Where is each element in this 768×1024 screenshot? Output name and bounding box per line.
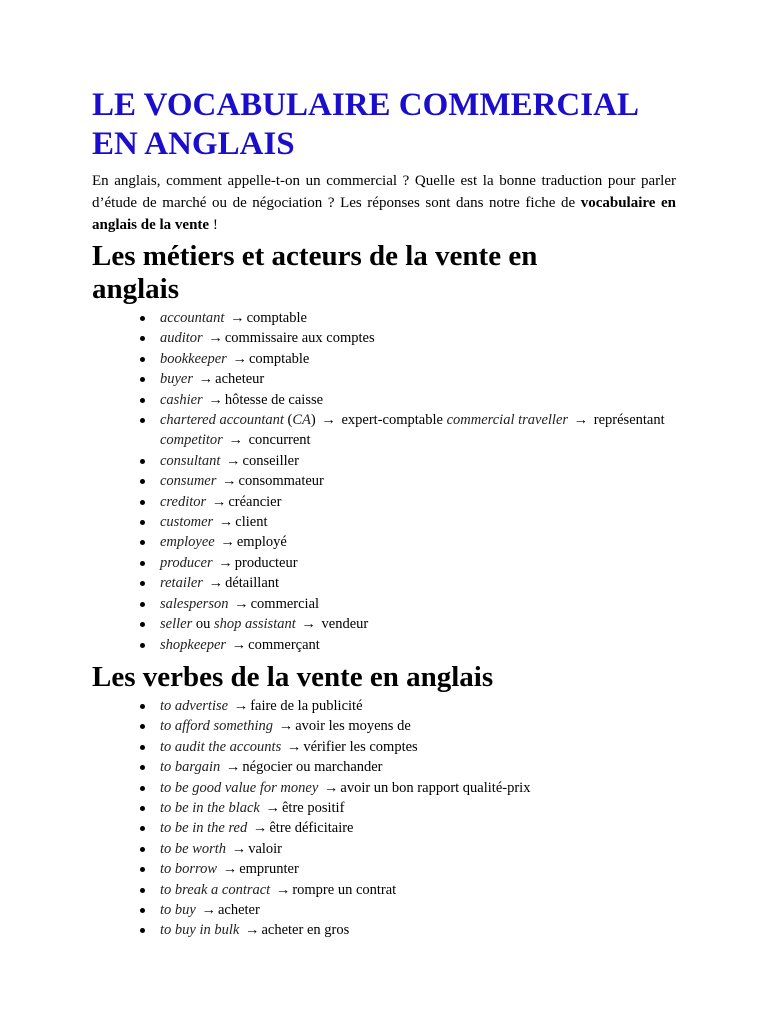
english-term: customer	[160, 514, 214, 531]
list-item	[160, 920, 676, 940]
english-term: accountant	[160, 310, 225, 326]
english-term: creditor	[160, 493, 207, 510]
arrow-icon: →	[275, 881, 291, 898]
list-item	[160, 716, 676, 736]
english-term: auditor	[160, 330, 203, 347]
list-item	[160, 390, 676, 410]
french-translation: valoir	[248, 840, 283, 857]
intro-end: !	[209, 217, 218, 233]
arrow-icon: →	[211, 493, 227, 510]
french-translation: créancier	[228, 493, 282, 510]
list-item	[160, 635, 676, 655]
english-term: competitor	[160, 432, 223, 449]
arrow-icon: →	[323, 779, 339, 796]
section-title-verbes: Les verbes de la vente en anglais	[92, 660, 494, 693]
english-term: to advertise	[160, 697, 229, 714]
french-translation: producteur	[234, 554, 298, 571]
page-title-line-1: LE VOCABULAIRE COMMERCIAL	[92, 87, 639, 123]
list-item	[160, 512, 676, 532]
english-term: buyer	[160, 371, 194, 388]
french-translation: faire de la publicité	[250, 697, 363, 714]
english-term: cashier	[160, 391, 203, 408]
french-translation: acheteur	[215, 371, 265, 388]
french-translation: être positif	[281, 799, 345, 816]
french-translation: comptable	[248, 350, 310, 367]
french-translation: commercial	[250, 595, 320, 612]
arrow-icon: →	[573, 412, 589, 429]
french-translation: emprunter	[239, 861, 299, 878]
english-term: to borrow	[160, 861, 218, 878]
english-term: to be in the red	[160, 820, 248, 837]
english-term: producer	[160, 554, 213, 571]
page-title	[92, 86, 676, 164]
french-translation: avoir les moyens de	[295, 718, 411, 735]
abbreviation: CA	[292, 412, 311, 429]
french-translation: représentant	[590, 412, 665, 429]
arrow-icon: →	[301, 616, 316, 633]
arrow-icon: →	[265, 799, 280, 816]
list-item	[160, 349, 676, 369]
arrow-icon: →	[222, 861, 238, 878]
paren-close: )	[310, 412, 320, 429]
intro-paragraph	[92, 170, 676, 236]
list-item	[160, 573, 676, 593]
list-item	[160, 737, 676, 757]
paren-open: (	[283, 412, 293, 429]
english-term: to break a contract	[160, 881, 271, 898]
english-term: bookkeeper	[160, 350, 227, 367]
list-item	[160, 594, 676, 614]
list-item	[160, 308, 676, 328]
french-translation: être déficitaire	[269, 820, 354, 837]
french-translation: concurrent	[244, 432, 311, 449]
english-term: seller	[160, 616, 193, 633]
intro-text: En anglais, comment appelle-t-on un commercial ? Quelle est la bonne traduction pour parler d’étude de marché ou de négociation ? Les réponses sont dans notre fiche de	[92, 173, 676, 211]
english-term: shop assistant	[213, 616, 296, 633]
arrow-icon: →	[234, 595, 249, 612]
arrow-icon: →	[208, 330, 223, 347]
arrow-icon: →	[228, 432, 243, 449]
french-translation: acheter	[217, 901, 260, 918]
english-term: chartered accountant	[160, 412, 284, 429]
list-item	[160, 614, 676, 634]
english-term: employee	[160, 534, 215, 551]
arrow-icon: →	[232, 350, 247, 367]
english-term: consumer	[160, 473, 217, 490]
french-translation: hôtesse de caisse	[224, 391, 324, 408]
section-title-metiers-line-1: Les métiers et acteurs de la vente en	[92, 240, 538, 272]
arrow-icon: →	[198, 371, 214, 388]
list-item	[160, 451, 676, 471]
arrow-icon: →	[225, 759, 241, 776]
arrow-icon: →	[252, 820, 268, 837]
arrow-icon: →	[278, 718, 294, 735]
arrow-icon: →	[220, 534, 235, 551]
arrow-icon: →	[230, 310, 245, 326]
arrow-icon: →	[208, 391, 223, 408]
french-translation: rompre un contrat	[292, 881, 397, 898]
vocab-list-verbes	[92, 696, 676, 941]
arrow-icon: →	[218, 554, 233, 571]
list-item	[160, 492, 676, 512]
english-term: to buy in bulk	[160, 922, 240, 939]
vocab-list-metiers	[92, 308, 676, 655]
english-term: to buy	[160, 901, 196, 918]
intro-bold-text: vocabulaire en anglais de la vente	[92, 195, 676, 233]
french-translation: expert-comptable	[337, 412, 447, 429]
french-translation: comptable	[246, 310, 307, 326]
list-item	[160, 757, 676, 777]
list-item	[160, 696, 676, 716]
english-term: to bargain	[160, 759, 221, 776]
section-title-metiers-line-2: anglais	[92, 273, 180, 305]
connector-word: ou	[192, 616, 214, 633]
french-translation: conseiller	[242, 452, 299, 469]
french-translation: commissaire aux comptes	[224, 330, 375, 347]
list-item	[160, 328, 676, 348]
arrow-icon: →	[286, 738, 302, 755]
section-title-metiers	[92, 240, 676, 306]
english-term: to be worth	[160, 840, 227, 857]
arrow-icon: →	[226, 452, 241, 469]
list-item	[160, 818, 676, 838]
french-translation: commerçant	[248, 636, 320, 653]
english-term: retailer	[160, 575, 203, 592]
page-title-line-2: EN ANGLAIS	[92, 126, 295, 162]
arrow-icon: →	[231, 840, 247, 857]
french-translation: vendeur	[317, 616, 369, 633]
english-term: to audit the accounts	[160, 738, 282, 755]
list-item	[160, 880, 676, 900]
list-item	[160, 798, 676, 818]
list-item	[160, 471, 676, 491]
english-term: to afford something	[160, 718, 274, 735]
english-term: consultant	[160, 452, 221, 469]
list-item	[160, 859, 676, 879]
french-translation: employé	[236, 534, 287, 551]
arrow-icon: →	[222, 473, 237, 490]
list-item	[160, 532, 676, 552]
french-translation: client	[235, 514, 268, 531]
english-term: shopkeeper	[160, 636, 227, 653]
arrow-icon: →	[208, 575, 224, 592]
arrow-icon: →	[218, 514, 234, 531]
arrow-icon: →	[201, 901, 216, 918]
arrow-icon: →	[231, 636, 247, 653]
arrow-icon: →	[244, 922, 260, 939]
english-term: to be good value for money	[160, 779, 319, 796]
english-term: commercial traveller	[446, 412, 569, 429]
french-translation: négocier ou marchander	[242, 759, 383, 776]
list-item	[160, 900, 676, 920]
list-item	[160, 553, 676, 573]
list-item	[160, 778, 676, 798]
list-item	[160, 410, 676, 451]
french-translation: avoir un bon rapport qualité-prix	[340, 779, 531, 796]
english-term: salesperson	[160, 595, 229, 612]
list-item	[160, 839, 676, 859]
french-translation: vérifier les comptes	[303, 738, 418, 755]
french-translation: consommateur	[238, 473, 324, 490]
arrow-icon: →	[233, 697, 249, 714]
french-translation: acheter en gros	[261, 922, 350, 939]
arrow-icon: →	[321, 412, 336, 429]
english-term: to be in the black	[160, 799, 260, 816]
french-translation: détaillant	[225, 575, 280, 592]
list-item	[160, 369, 676, 389]
